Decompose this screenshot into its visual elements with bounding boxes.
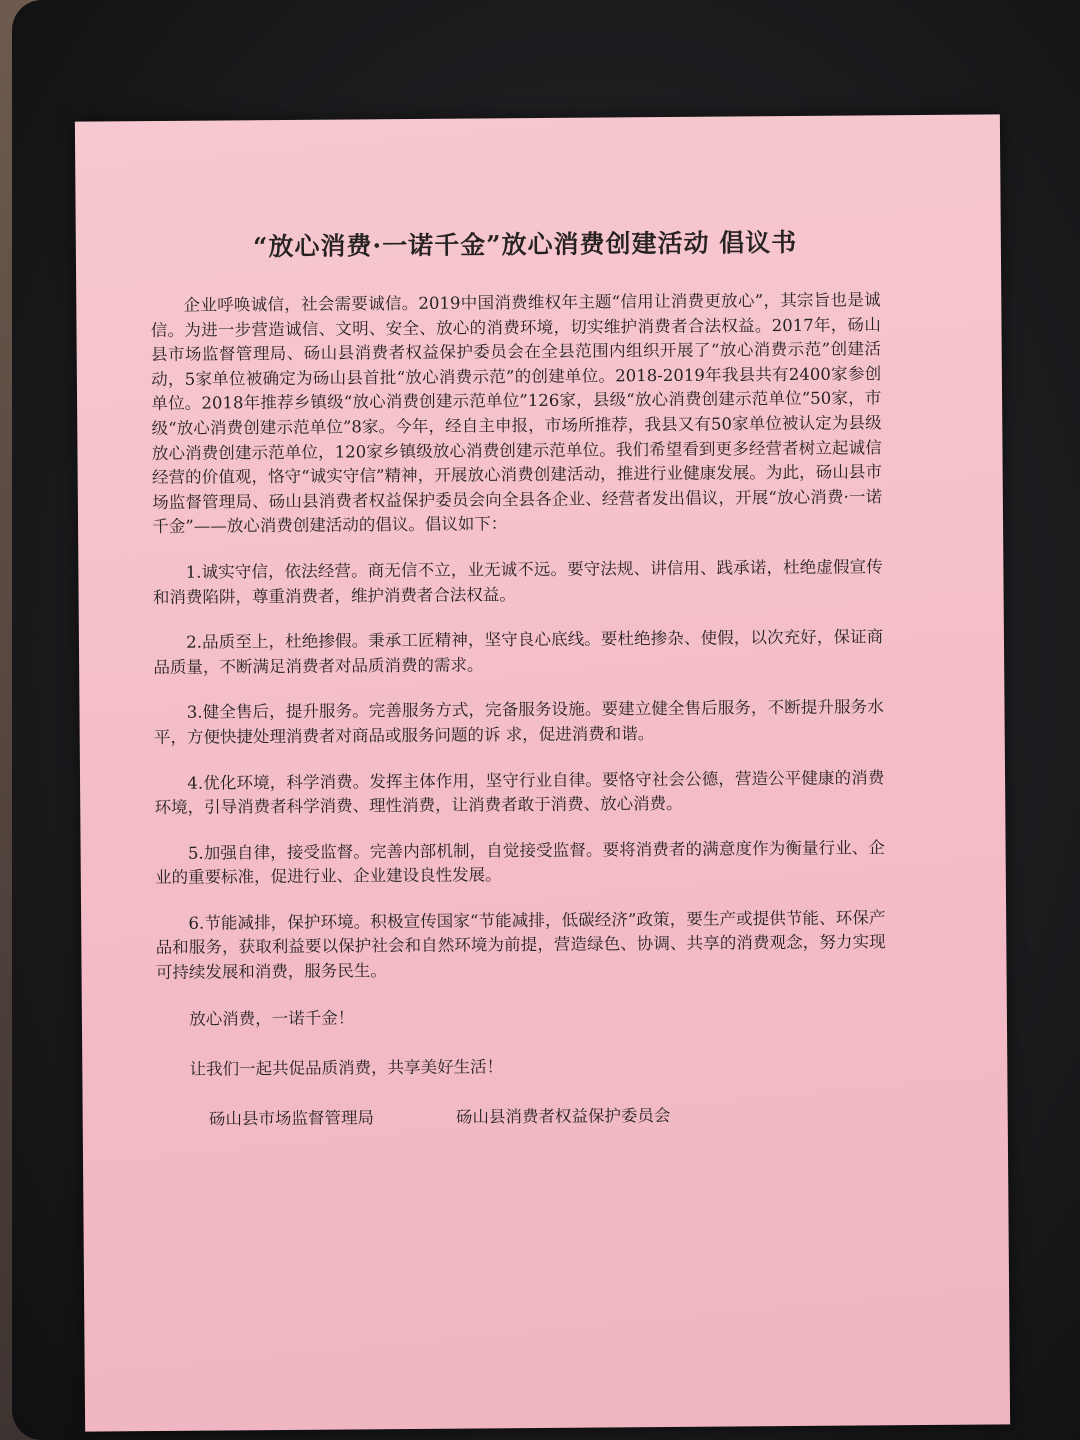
proposal-item-5: 5.加强自律，接受监督。完善内部机制，自觉接受监督。要将消费者的满意度作为衡量行业、企业的重要标准，促进行业、企业建设良性发展。: [155, 837, 885, 888]
proposal-item-4: 4.优化环境，科学消费。发挥主体作用，坚守行业自律。要恪守社会公德，营造公平健康的消费环境，引导消费者科学消费、理性消费，让消费者敢于消费、放心消费。: [154, 767, 885, 818]
proposal-item-1: 1.诚实守信，依法经营。商无信不立，业无诚不远。要守法规、讲信用、践承诺，杜绝虚假宣传和消费陷阱，尊重消费者，维护消费者合法权益。: [152, 557, 883, 607]
signer-consumer-committee: 砀山县消费者权益保护委员会: [455, 1105, 671, 1127]
closing-call: 让我们一起共促品质消费，共享美好生活！: [189, 1056, 504, 1079]
signer-market-bureau: 砀山县市场监督管理局: [208, 1107, 375, 1129]
closing-slogan: 放心消费，一诺千金！: [189, 1008, 355, 1029]
proposal-item-2: 2.品质至上，杜绝掺假。秉承工匠精神，坚守良心底线。要杜绝掺杂、使假，以次充好，保证商品质量，不断满足消费者对品质消费的需求。: [153, 627, 884, 677]
proposal-document: [150, 222, 887, 1129]
proposal-item-6: 6.节能减排，保护环境。积极宣传国家“节能减排，低碳经济”政策，要生产或提供节能、环保产品和服务，获取利益要以保护社会和自然环境为前提，营造绿色、协调、共享的消费观念，努力实现可持续发展和消费，服务民生。: [155, 908, 886, 983]
intro-paragraph: 企业呼唤诚信，社会需要诚信。2019中国消费维权年主题“信用让消费更放心”，其宗旨也是诚信。为进一步营造诚信、文明、安全、放心的消费环境，切实维护消费者合法权益。2017年，砀山县市场监督管理局、砀山县消费者权益保护委员会在全县范围内组织开展了“放心消费示范”创建活动，5家单位被确定为砀山县首批“放心消费示范”的创建单位。2018-2019年我县共有2400家参创单位。2018年推荐乡镇级“放心消费创建示范单位”126家，县级“放心消费创建示范单位”50家，市级“放心消费创建示范单位”8家。今年，经自主申报，市场所推荐，我县又有50家单位被认定为县级放心消费创建示范单位，120家乡镇级放心消费创建示范单位。我们希望看到更多经营者树立起诚信经营的价值观，恪守“诚实守信”精神，开展放心消费创建活动，推进行业健康发展。为此，砀山县市场监督管理局、砀山县消费者权益保护委员会向全县各企业、经营者发出倡议，开展“放心消费·一诺千金”——放心消费创建活动的倡议。倡议如下：: [150, 290, 883, 537]
proposal-item-3: 3.健全售后，提升服务。完善服务方式，完备服务设施。要建立健全售后服务，不断提升服务水平，方便快捷处理消费者对商品或服务问题的诉 求，促进消费和谐。: [153, 697, 884, 747]
document-title: “放心消费·一诺千金”放心消费创建活动 倡议书: [252, 227, 798, 262]
